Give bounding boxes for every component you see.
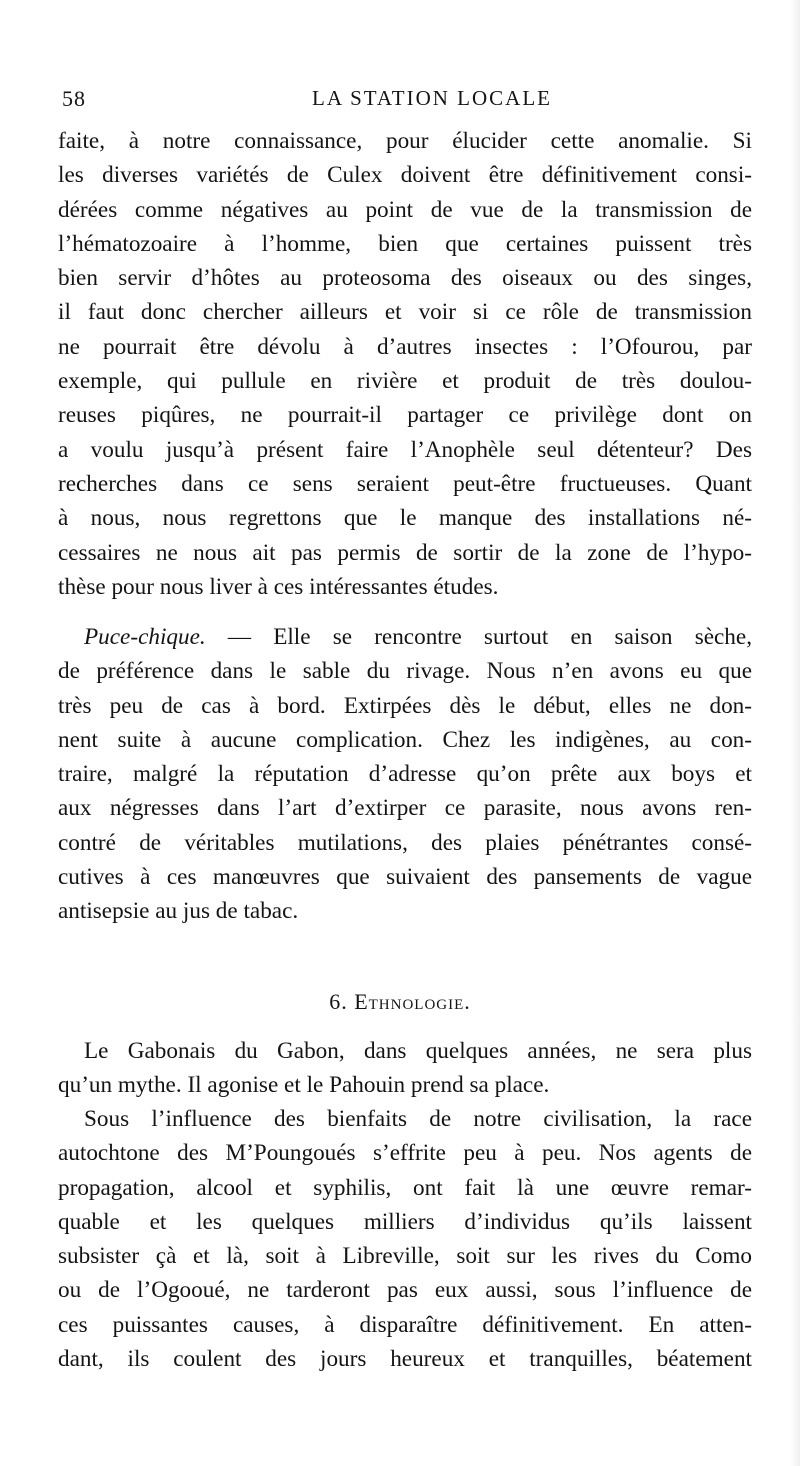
text-run: — Elle se rencontre surtout en saison sèche, [205,624,752,650]
text-line: a voulu jusqu’à présent faire l’Anophèle seul détenteur? Des [58,436,752,463]
paragraph-anophele [58,124,752,604]
subsection-title: Puce-chique. [84,624,206,650]
text-line: recherches dans ce sens seraient peut-être fructueuses. Quant [58,470,752,497]
text-line: qu’un mythe. Il agonise et le Pahouin prend sa place. [58,1072,550,1099]
text-line: nent suite à aucune complication. Chez les indigènes, au con- [58,726,752,753]
paragraph-puce-chique [58,620,752,929]
page-number: 58 [62,86,86,111]
section-title: Ethnologie. [354,989,471,1014]
text-line: thèse pour nous liver à ces intéressantes études. [58,573,499,600]
text-line: faite, à notre connaissance, pour élucider cette anomalie. Si [58,128,752,154]
text-line: l’hématozoaire à l’homme, bien que certaines puissent très [58,230,752,257]
text-line: à nous, nous regrettons que le manque des installations né- [58,505,752,532]
text-line [58,620,752,654]
text-line: dérées comme négatives au point de vue de la transmission de [58,196,752,223]
text-line: très peu de cas à bord. Extirpées dès le début, elles ne don- [58,692,752,719]
text-line: subsister çà et là, soit à Libreville, soit sur les rives du Como [58,1243,752,1270]
text-line: autochtone des M’Poungoués s’effrite peu à peu. Nos agents de [58,1140,752,1167]
text-line: reuses piqûres, ne pourrait-il partager ce privilège dont on [58,402,752,429]
section-number: 6. [329,989,348,1014]
text-line: de préférence dans le sable du rivage. Nous n’en avons eu que [58,658,752,685]
text-line: bien servir d’hôtes au proteosoma des oiseaux ou des singes, [58,265,752,292]
running-title: LA STATION LOCALE [312,86,552,110]
text-line: traire, malgré la réputation d’adresse qu’on prête aux boys et [58,761,752,788]
text-line: contré de véritables mutilations, des plaies pénétrantes consé- [58,829,752,856]
text-line: exemple, qui pullule en rivière et produit de très doulou- [58,368,752,395]
text-line: il faut donc chercher ailleurs et voir si ce rôle de transmission [58,299,752,326]
paragraph-gabonais [58,1034,752,1103]
text-line: cessaires ne nous ait pas permis de sortir de la zone de l’hypo- [58,539,752,566]
text-line: Sous l’influence des bienfaits de notre civilisation, la race [84,1106,752,1132]
text-line: aux négresses dans l’art d’extirper ce parasite, nous avons ren- [58,795,752,822]
text-line: ces puissantes causes, à disparaître définitivement. En atten- [58,1311,752,1338]
page-edge-shadow [790,0,800,1466]
text-line: antisepsie au jus de tabac. [58,898,299,925]
text-line: les diverses variétés de Culex doivent être définitivement consi- [58,162,752,189]
text-line: Le Gabonais du Gabon, dans quelques années, ne sera plus [84,1038,752,1064]
text-line: propagation, alcool et syphilis, ont fait là une œuvre remar- [58,1174,752,1201]
paragraph-mpoungoues [58,1102,752,1376]
section-heading [0,989,800,1015]
text-line: ou de l’Ogooué, ne tarderont pas eux aussi, sous l’influence de [58,1277,752,1304]
text-line: cutives à ces manœuvres que suivaient des pansements de vague [58,864,752,891]
text-line: ne pourrait être dévolu à d’autres insectes : l’Ofourou, par [58,333,752,360]
running-header [62,80,752,112]
text-line: dant, ils coulent des jours heureux et tranquilles, béatement [58,1346,752,1373]
text-line: quable et les quelques milliers d’individus qu’ils laissent [58,1208,752,1235]
